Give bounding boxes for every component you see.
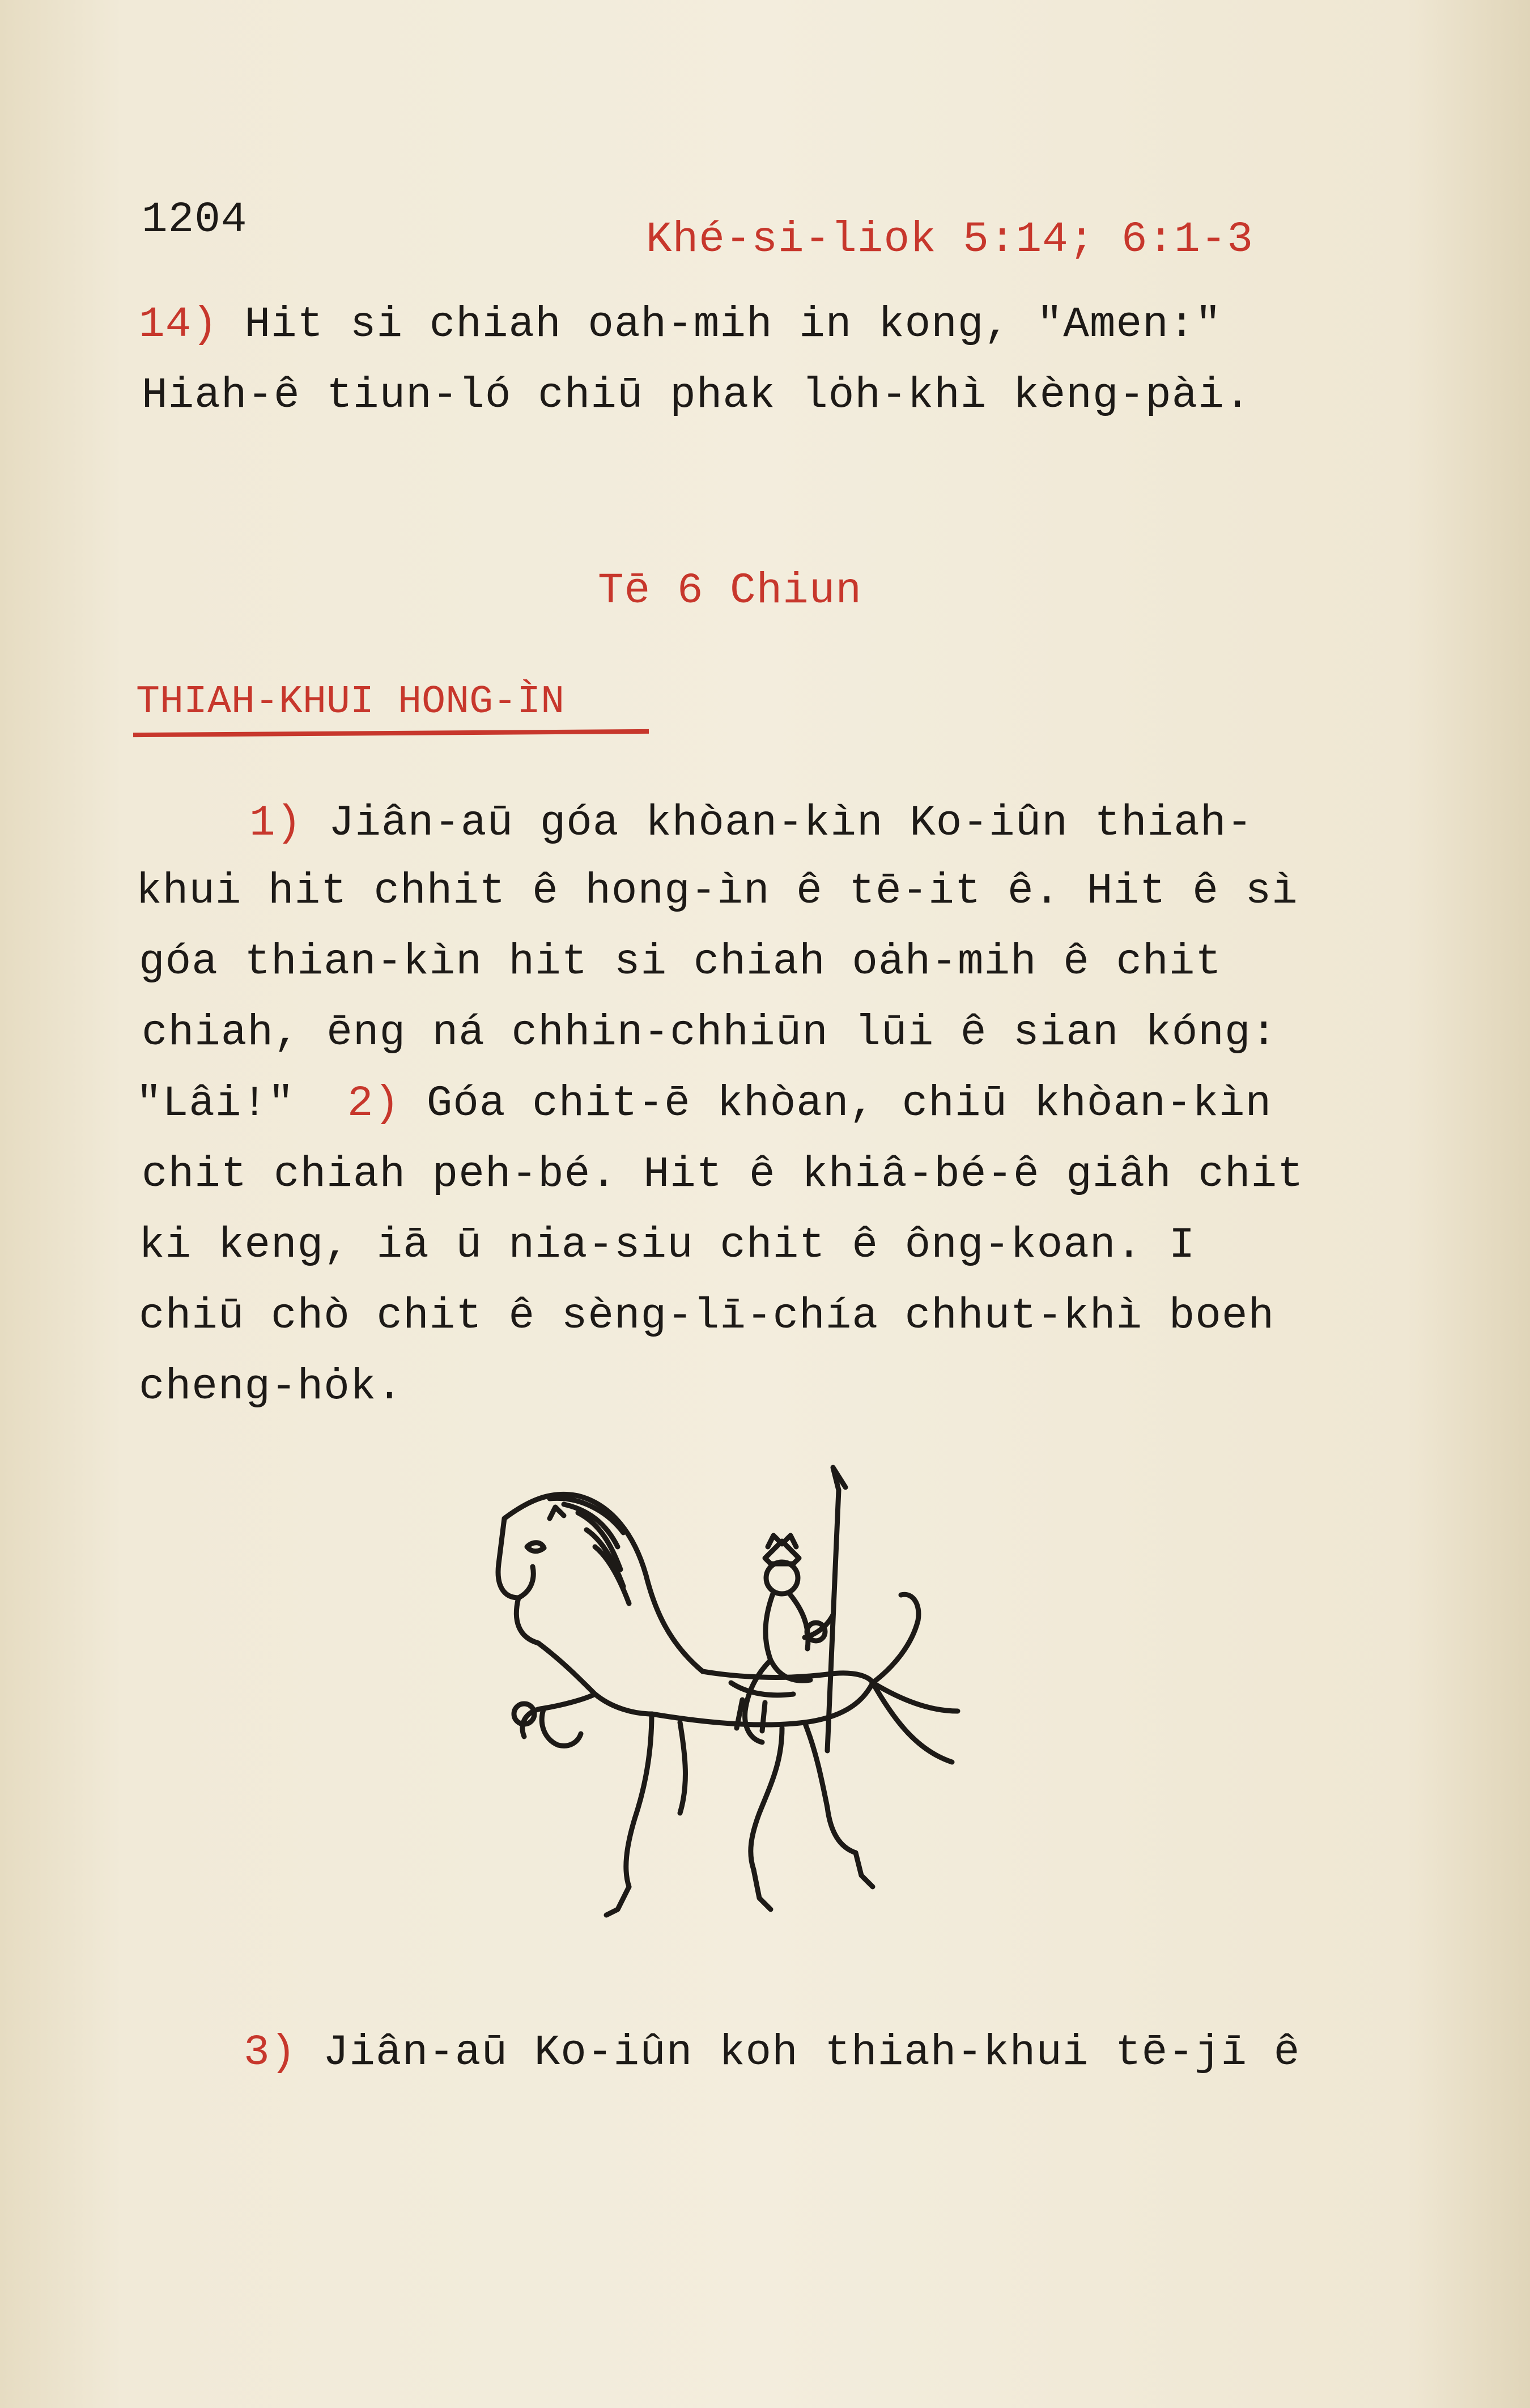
verse-text: Jiân-aū Ko-iûn koh thiah-khui tē-jī ê (322, 2028, 1300, 2077)
paragraph-line-7: ki keng, iā ū nia-siu chit ê ông-koan. I (139, 1221, 1196, 1270)
paragraph-line-6: chit chiah peh-bé. Hit ê khiâ-bé-ê giâh chit (142, 1150, 1304, 1199)
running-header-reference: Khé-si-liok 5:14; 6:1-3 (646, 215, 1253, 264)
verse-number: 1) (249, 799, 303, 848)
verse-text: "Lâi!" (136, 1079, 295, 1128)
verse-number: 14) (139, 300, 218, 349)
verse-14-line-2: Hiah-ê tiun-ló chiū phak lȯh-khì kèng-pài. (142, 371, 1251, 420)
paragraph-line-5 (136, 1079, 1272, 1128)
verse-text: Hit si chiah oah-mih in kong, "Amen:" (244, 300, 1222, 349)
paragraph-line-9: cheng-hȯk. (139, 1363, 403, 1411)
verse-text: Jiân-aū góa khòan-kìn Ko-iûn thiah- (328, 799, 1253, 848)
paragraph-line-1 (249, 799, 1253, 848)
paragraph-line-2: khui hit chhit ê hong-ìn ê tē-it ê. Hit ê sì (136, 867, 1298, 916)
paragraph-line-8: chiū chò chit ê sèng-lī-chía chhut-khì boeh (139, 1292, 1275, 1341)
verse-number: 3) (244, 2028, 297, 2077)
verse-text: Góa chit-ē khòan, chiū khòan-kìn (426, 1079, 1272, 1128)
paragraph-line-3: góa thian-kìn hit si chiah oȧh-mih ê chit (139, 938, 1222, 986)
chapter-title: Tē 6 Chiun (598, 567, 862, 615)
paragraph-line-4: chiah, ēng ná chhin-chhiūn lūi ê sian kóng: (142, 1009, 1278, 1057)
verse-number: 2) (347, 1079, 401, 1128)
page-number: 1204 (142, 195, 248, 244)
verse-3-line (244, 2028, 1300, 2077)
section-heading-underline (133, 729, 649, 737)
crowned-rider-on-white-horse-icon (465, 1456, 1020, 1983)
section-heading: THIAH-KHUI HONG-ÌN (136, 680, 565, 725)
verse-14-line-1 (139, 300, 1222, 349)
